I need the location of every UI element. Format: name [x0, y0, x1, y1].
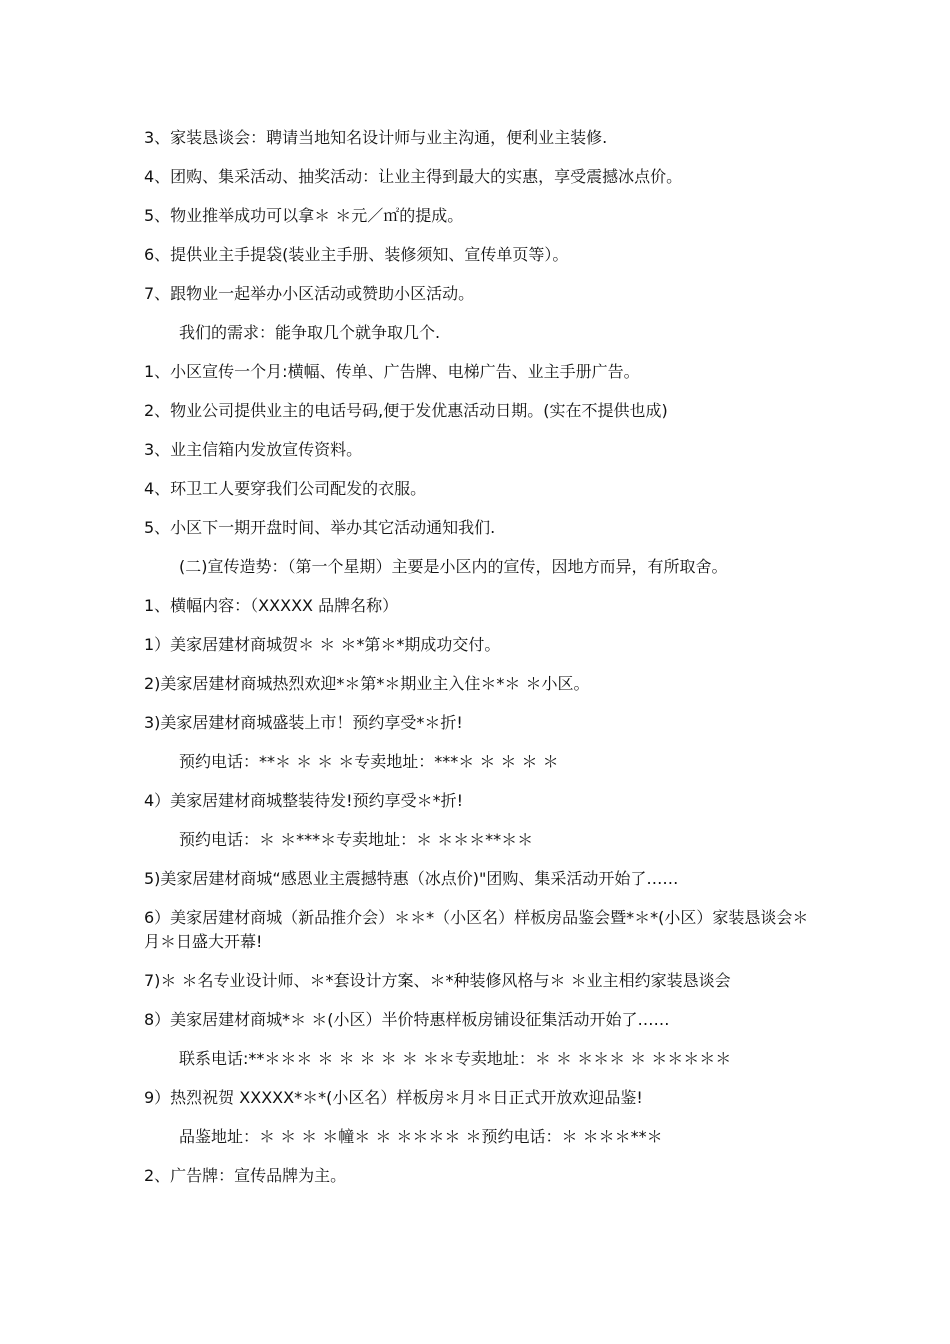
paragraph-line: 3)美家居建材商城盛装上市！预约享受*＊折!: [144, 713, 463, 732]
paragraph-line: 5、物业推举成功可以拿＊ ＊元／㎡的提成。: [144, 206, 464, 225]
paragraph-line: 预约电话：**＊ ＊ ＊ ＊专卖地址：***＊ ＊ ＊ ＊ ＊: [179, 752, 559, 771]
paragraph-line: 联系电话:**＊＊＊ ＊ ＊ ＊ ＊ ＊ ＊＊专卖地址：＊ ＊ ＊＊＊ ＊ ＊＊＊＊＊: [179, 1049, 732, 1068]
paragraph-line: 1）美家居建材商城贺＊ ＊ ＊*第＊*期成功交付。: [144, 635, 501, 654]
paragraph-line: 2、物业公司提供业主的电话号码,便于发优惠活动日期。(实在不提供也成): [144, 401, 668, 420]
paragraph-line: 9）热烈祝贺 XXXXX*＊*(小区名）样板房＊月＊日正式开放欢迎品鉴!: [144, 1088, 643, 1107]
paragraph-line: 3、业主信箱内发放宣传资料。: [144, 440, 363, 459]
paragraph-line: 5)美家居建材商城“感恩业主震撼特惠（冰点价)"团购、集采活动开始了……: [144, 869, 679, 888]
paragraph-line: 1、小区宣传一个月:横幅、传单、广告牌、电梯广告、业主手册广告。: [144, 362, 640, 381]
paragraph-line: (二)宣传造势：（第一个星期）主要是小区内的宣传，因地方而异，有所取舍。: [179, 557, 728, 576]
paragraph-line: 1、横幅内容：（XXXXX 品牌名称）: [144, 596, 399, 615]
paragraph-line: 4、环卫工人要穿我们公司配发的衣服。: [144, 479, 427, 498]
paragraph-line: 2)美家居建材商城热烈欢迎*＊第*＊期业主入住＊*＊ ＊小区。: [144, 674, 590, 693]
paragraph-line: 预约电话：＊ ＊***＊专卖地址：＊ ＊＊＊**＊＊: [179, 830, 534, 849]
paragraph-line: 8）美家居建材商城*＊ ＊(小区）半价特惠样板房铺设征集活动开始了……: [144, 1010, 670, 1029]
paragraph-line: 6、提供业主手提袋(装业主手册、装修须知、宣传单页等）。: [144, 245, 569, 264]
paragraph-line: 3、家装恳谈会：聘请当地知名设计师与业主沟通，便利业主装修.: [144, 128, 608, 147]
paragraph-line: 5、小区下一期开盘时间、举办其它活动通知我们.: [144, 518, 496, 537]
paragraph-line: 我们的需求：能争取几个就争取几个.: [179, 323, 441, 342]
paragraph-line: 6）美家居建材商城（新品推介会）＊＊*（小区名）样板房品鉴会暨*＊*(小区）家装恳谈会＊月＊日盛大开幕!: [144, 908, 809, 951]
paragraph-line: 4、团购、集采活动、抽奖活动：让业主得到最大的实惠，享受震撼冰点价。: [144, 167, 683, 186]
paragraph-line: 品鉴地址：＊ ＊ ＊ ＊幢＊ ＊ ＊＊＊＊ ＊预约电话：＊ ＊＊＊**＊: [179, 1127, 663, 1146]
paragraph-line: 2、广告牌：宣传品牌为主。: [144, 1166, 347, 1185]
paragraph-line: 7)＊ ＊名专业设计师、＊*套设计方案、＊*种装修风格与＊ ＊业主相约家装恳谈会: [144, 971, 731, 990]
document-body: [144, 126, 814, 1203]
paragraph-line: 4）美家居建材商城整装待发!预约享受＊*折!: [144, 791, 464, 810]
paragraph-line: 7、跟物业一起举办小区活动或赞助小区活动。: [144, 284, 475, 303]
